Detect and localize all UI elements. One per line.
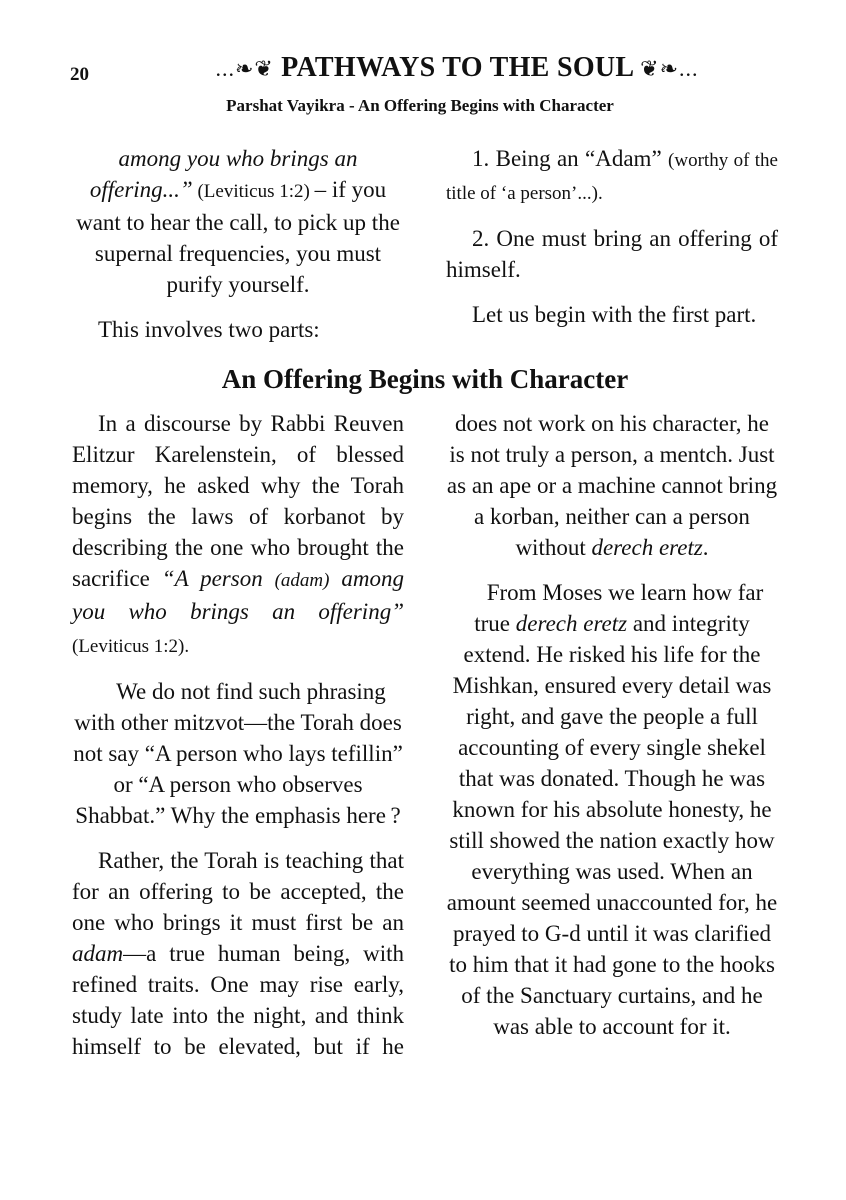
paragraph: 2. One must bring an offering of himself. bbox=[446, 226, 778, 282]
paragraph bbox=[72, 143, 404, 300]
quote-text: “A person bbox=[161, 566, 275, 591]
page-number: 20 bbox=[70, 64, 89, 85]
paragraph-text: 1. Being an “Adam” bbox=[472, 146, 669, 171]
section-heading: An Offering Begins with Character bbox=[221, 364, 629, 394]
paragraph-text: —a true human being, with refined traits. One may rise early, study late into the night, and think himself to be elevated, but if he bbox=[72, 941, 404, 1059]
paragraph bbox=[446, 408, 778, 563]
paragraph-text: Rather, the Torah is teaching that for an offering to be accepted, the one who brings it must first be an bbox=[72, 848, 404, 935]
paragraph bbox=[72, 408, 404, 662]
paragraph-text: does not work on his character, he is not truly a person, a mentch. Just as an ape or a machine cannot bring a korban, neither can a person without bbox=[446, 411, 778, 560]
quote-text: among you who brings an offering” bbox=[72, 566, 404, 624]
book-title bbox=[134, 52, 780, 84]
paragraph-note: (worthy of the title of ‘a person’...). bbox=[446, 150, 778, 204]
quote-note: (adam) bbox=[274, 570, 330, 591]
ornament-right-icon: ❦❧... bbox=[640, 56, 699, 81]
paragraph-text: In a discourse by Rabbi Reuven Elitzur Karelenstein, of blessed memory, he asked why the Torah begins the laws of korbanot by describing the one who brought the sacrifice bbox=[72, 411, 404, 591]
bottom-right-column bbox=[446, 408, 778, 1056]
paragraph-text: and integrity extend. He risked his life for the Mishkan, ensured every detail was right, and gave the people a full accounting of every single shekel that was donated. Though he was known for his absolute honesty, he still showed the nation exactly how everything was used. When an amount seemed unaccounted for, he prayed to G-d until it was clarified to him that it had gone to the hooks of the Sanctuary curtains, and he was able to account for it. bbox=[446, 611, 778, 1039]
ornament-left-icon: ...❧❦ bbox=[215, 56, 274, 81]
chapter-subtitle: Parshat Vayikra - An Offering Begins with Character bbox=[226, 96, 614, 115]
emphasis-text: derech eretz bbox=[515, 611, 628, 636]
quote-text: among you who brings an offering...” bbox=[89, 146, 358, 202]
paragraph-text: – if you want to hear the call, to pick up the supernal frequencies, you must purify yourself. bbox=[76, 177, 400, 297]
citation: (Leviticus 1:2). bbox=[72, 636, 190, 657]
paragraph-text: . bbox=[702, 535, 709, 560]
top-right-column bbox=[446, 143, 778, 344]
paragraph: This involves two parts: bbox=[98, 317, 320, 342]
paragraph-text: From Moses we learn how far true bbox=[474, 580, 764, 636]
paragraph bbox=[446, 143, 778, 209]
citation: (Leviticus 1:2) bbox=[192, 181, 315, 202]
top-left-column bbox=[72, 143, 404, 359]
book-title-text: PATHWAYS TO THE SOUL bbox=[281, 52, 633, 83]
emphasis-text: adam bbox=[72, 941, 124, 966]
page-header bbox=[70, 52, 780, 88]
paragraph: We do not find such phrasing with other mitzvot—the Torah does not say “A person who lays tefillin” or “A person who observes Shabbat.” Why the emphasis here ? bbox=[73, 679, 403, 828]
emphasis-text: derech eretz bbox=[591, 535, 703, 560]
bottom-left-column bbox=[72, 408, 404, 1076]
paragraph bbox=[446, 577, 778, 1042]
paragraph bbox=[72, 845, 404, 1062]
paragraph: Let us begin with the first part. bbox=[472, 302, 757, 327]
